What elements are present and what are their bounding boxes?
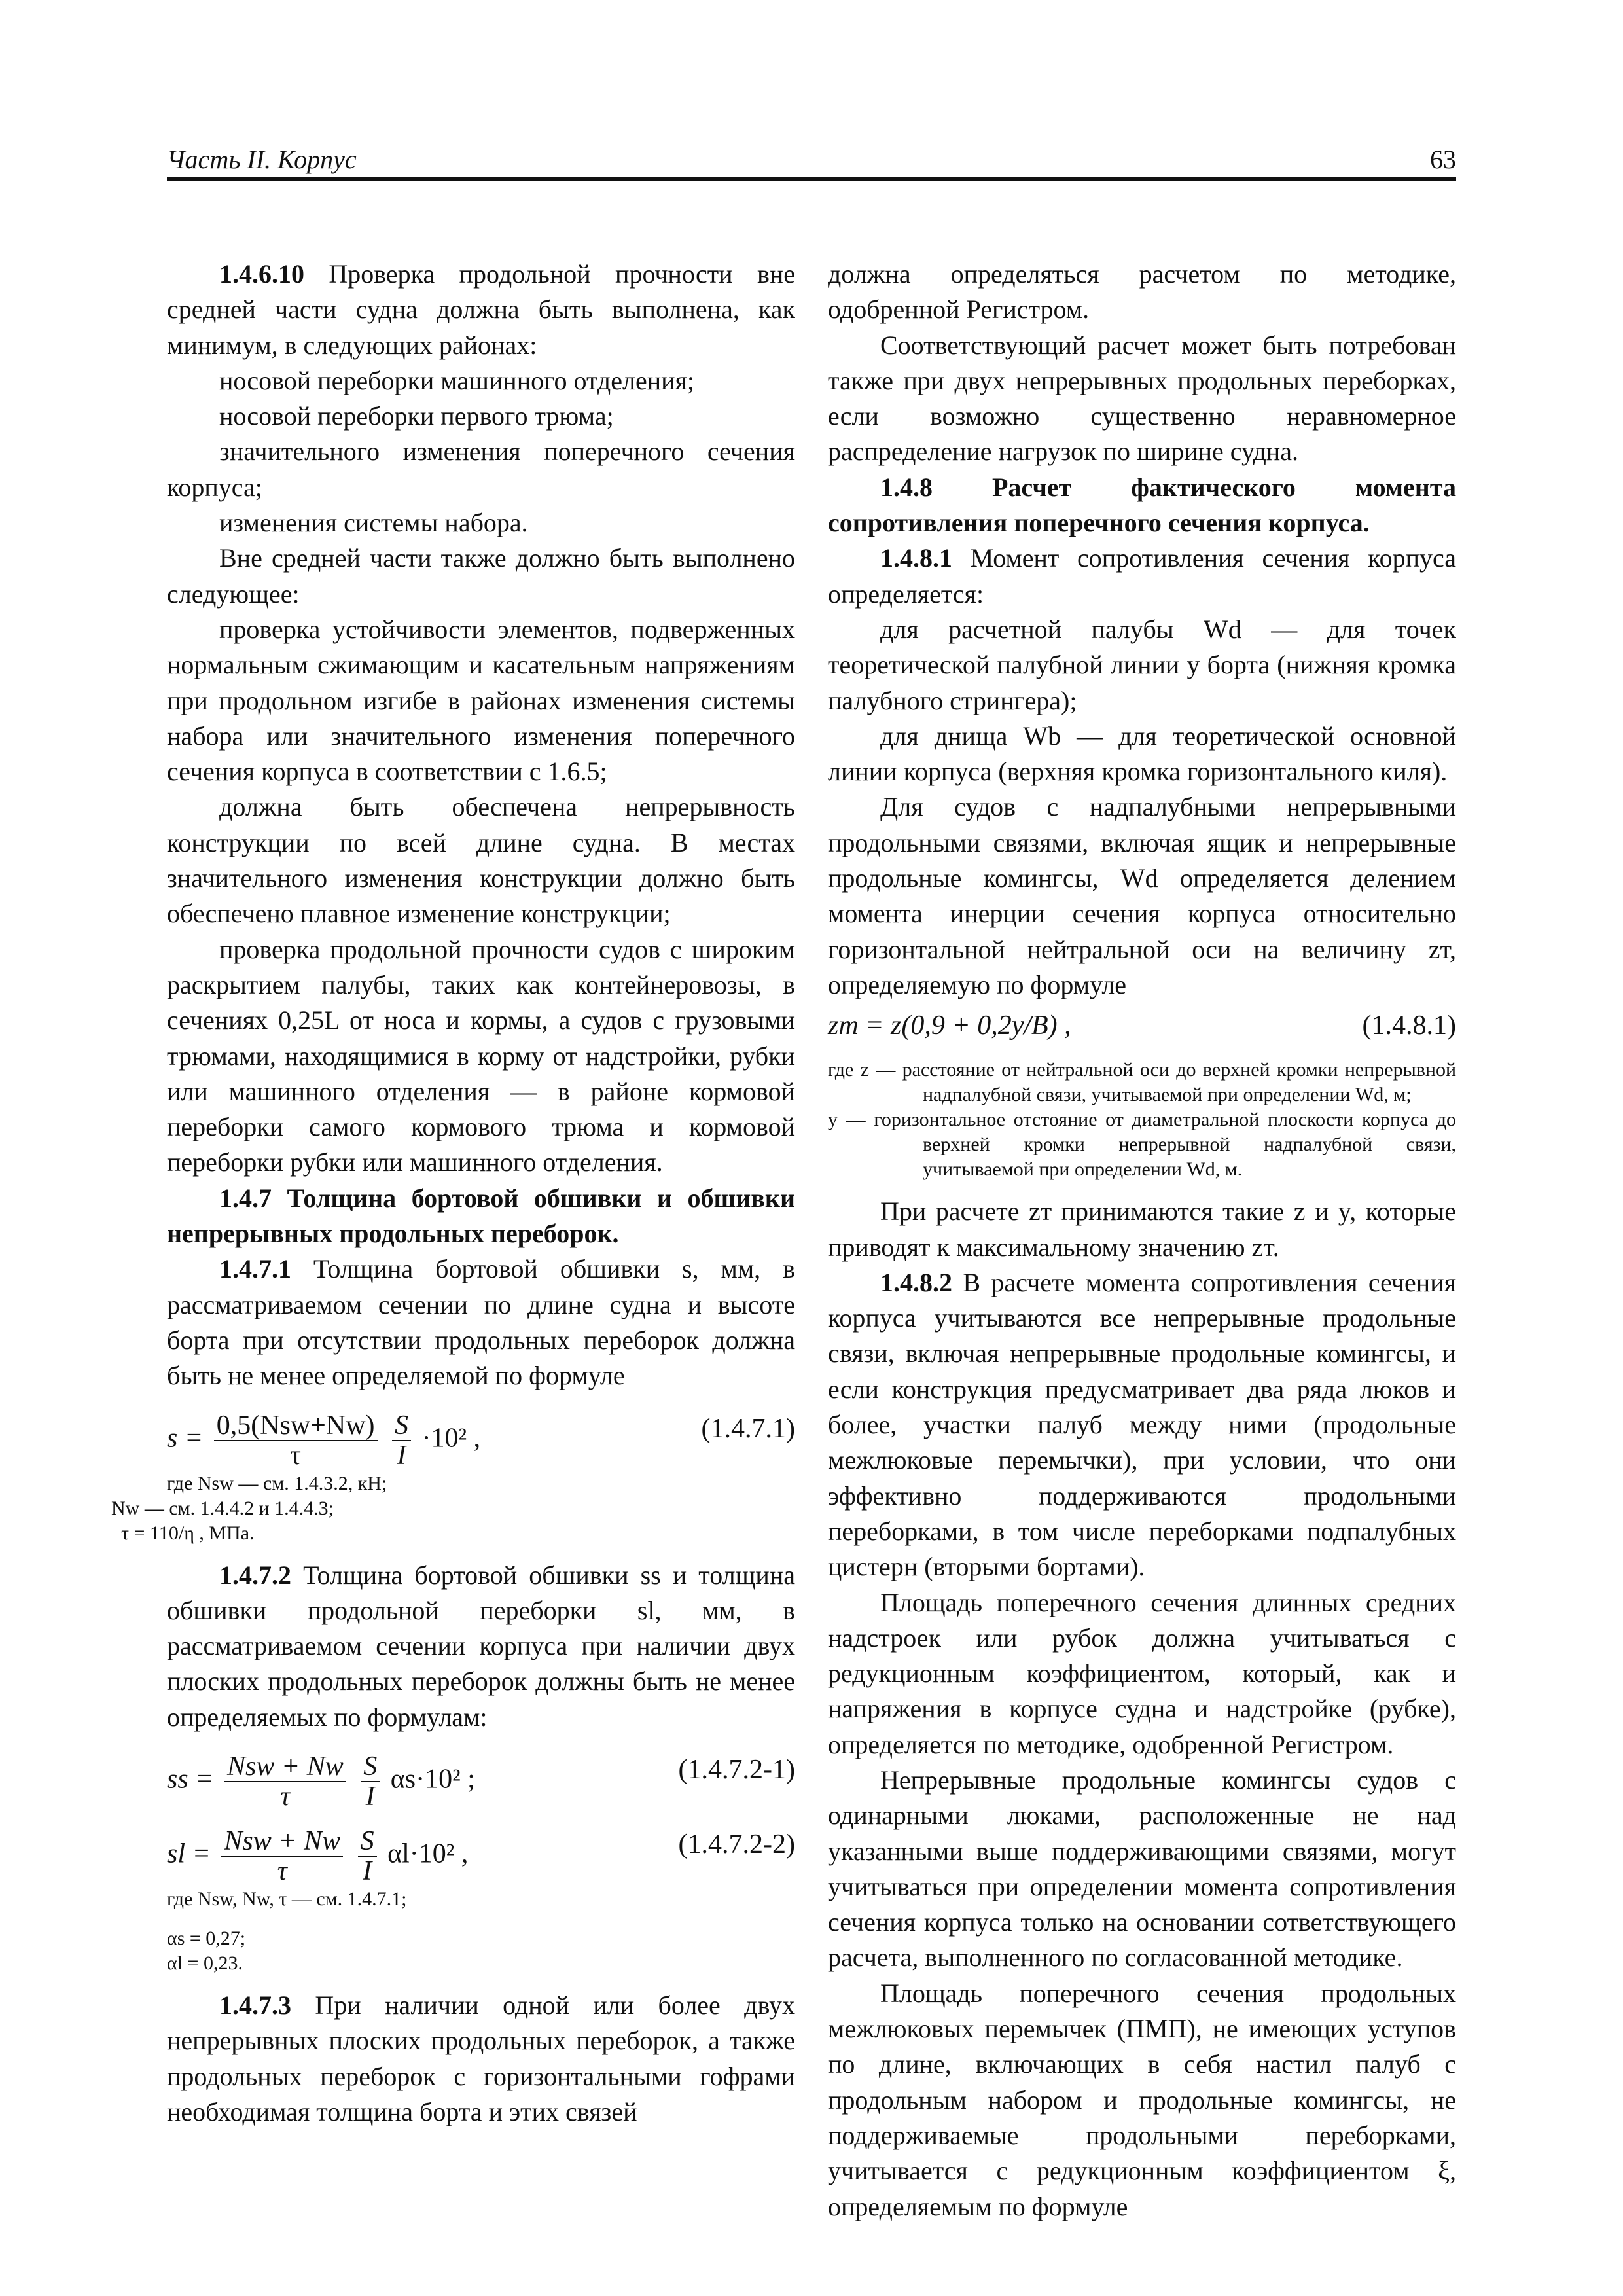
formula-legend: где Nsw, Nw, τ — см. 1.4.7.1; αs = 0,27; αl = 0,23.	[167, 1888, 407, 1974]
clause-number: 1.4.7.3	[219, 1990, 291, 2020]
section-heading: 1.4.8 Расчет фактического момента сопротивления поперечного сечения корпуса.	[828, 472, 1456, 538]
paragraph: Вне средней части также должно быть выполнено следующее:	[167, 543, 795, 609]
paragraph: должна быть обеспечена непрерывность конструкции по всей длине судна. В местах значительного изменения конструкции должно быть обеспечено плавное изменение конструкции;	[167, 792, 795, 929]
formula-tail: αs·10² ;	[390, 1764, 475, 1795]
paragraph: 1.4.8.2 В расчете момента сопротивления сечения корпуса учитываются все непрерывные продольные связи, включая непрерывные продольные комингсы, и если конструкция предусматривает два ряда люков и более, участки палуб между ними (продольные межлюковые перемычки), при условии, что они эффективно поддерживаются продольными переборками, в том числе переборками подпалубных цистерн (вторыми бортами).	[828, 1267, 1456, 1582]
formula-1-4-7-1	[167, 1398, 795, 1469]
paragraph: носовой переборки первого трюма;	[219, 401, 614, 431]
paragraph: носовой переборки машинного отделения;	[219, 365, 695, 395]
formula-1-4-7-2-2	[167, 1814, 795, 1884]
paragraph: для расчетной палубы Wd — для точек теоретической палубной линии у борта (нижняя кромка палубного стрингера);	[828, 614, 1456, 715]
formula-label: (1.4.7.1)	[701, 1413, 795, 1444]
paragraph: 1.4.7.1 Толщина бортовой обшивки s, мм, в рассматриваемом сечении по длине судна и высоте борта при отсутствии продольных переборок должна быть не менее определяемой по формуле	[167, 1254, 795, 1391]
paragraph: 1.4.6.10 Проверка продольной прочности вне средней части судна должна быть выполнена, как минимум, в следующих районах:	[167, 259, 795, 360]
paragraph: проверка продольной прочности судов с широким раскрытием палубы, таких как контейнеровозы, в сечениях 0,25L от носа и кормы, а судов с грузовыми трюмами, находящимися в корму от надстройки, рубки или машинного отделения — в районе кормовой переборки самого кормового трюма и кормовой переборки рубки или машинного отделения.	[167, 934, 795, 1177]
paragraph: значительного изменения поперечного сечения корпуса;	[167, 437, 795, 502]
paragraph: 1.4.7.3 При наличии одной или более двух непрерывных плоских продольных переборок, а также продольных переборок с горизонтальными гофрами необходимая толщина борта и этих связей	[167, 1990, 795, 2126]
clause-number: 1.4.7.2	[219, 1560, 291, 1590]
page-header	[167, 137, 1456, 181]
formula-legend: где Nsw — см. 1.4.3.2, кН; Nw — см. 1.4.4.2 и 1.4.4.3; τ = 110/η , МПа.	[111, 1472, 387, 1544]
paragraph: 1.4.8.1 Момент сопротивления сечения корпуса определяется:	[828, 543, 1456, 609]
clause-number: 1.4.8.1	[880, 543, 952, 573]
formula-label: (1.4.7.2-1)	[678, 1754, 795, 1785]
running-title: Часть II. Корпус	[167, 145, 357, 174]
paragraph: изменения системы набора.	[219, 508, 528, 538]
formula-lhs: sl =	[167, 1839, 211, 1869]
paragraph: Площадь поперечного сечения продольных межлюковых перемычек (ПМП), не имеющих уступов по длине, включающих в себя настил палуб с продольным набором и продольные комингсы, не поддерживаемые продольными переборками, учитывается с редукционным коэффициентом ξ, определяемым по формуле	[828, 1978, 1456, 2221]
formula-lhs: s =	[167, 1423, 204, 1454]
clause-number: 1.4.7.1	[219, 1254, 291, 1284]
formula-1-4-7-2-1	[167, 1739, 795, 1810]
formula-legend: где z — расстояние от нейтральной оси до верхней кромки непрерывной надпалубной связи, учитываемой при определении Wd, м; y — горизонтальное отстояние от диаметральной плоскости корпуса до верхней кромки непрерывной надпалубной связи, учитываемой при определении Wd, м.	[828, 1059, 1456, 1181]
section-heading: 1.4.7 Толщина бортовой обшивки и обшивки непрерывных продольных переборок.	[167, 1183, 795, 1249]
formula-1-4-8-1	[828, 1007, 1456, 1047]
paragraph: При расчете zт принимаются такие z и y, которые приводят к максимальному значению zт.	[828, 1196, 1456, 1262]
left-column	[111, 257, 795, 2130]
paragraph: должна определяться расчетом по методике, одобренной Регистром.	[828, 259, 1456, 325]
formula-lhs: ss =	[167, 1764, 214, 1795]
fraction: $\frac{S}{I}$	[358, 1827, 377, 1886]
formula-tail: ·10² ,	[421, 1423, 481, 1454]
paragraph: 1.4.7.2 Толщина бортовой обшивки ss и толщина обшивки продольной переборки sl, мм, в рассматриваемом сечении корпуса при наличии двух плоских продольных переборок должны быть не менее определяемых по формулам:	[167, 1560, 795, 1732]
clause-number: 1.4.8.2	[880, 1267, 952, 1297]
fraction: $\frac{S}{I}$	[392, 1411, 411, 1470]
formula-body: zт = z(0,9 + 0,2y/B) ,	[828, 1011, 1071, 1041]
formula-label: (1.4.8.1)	[1362, 1011, 1456, 1041]
page-number: 63	[1430, 145, 1456, 174]
fraction: $\frac{S}{I}$	[361, 1752, 380, 1811]
paragraph: проверка устойчивости элементов, подверженных нормальным сжимающим и касательным напряжениям при продольном изгибе в районах изменения системы набора или значительного изменения поперечного сечения корпуса в соответствии с 1.6.5;	[167, 614, 795, 787]
fraction: $\frac{\text{Nsw + Nw}}{\tau}$	[224, 1752, 346, 1811]
fraction: $\frac{\text{0,5(Nsw+Nw)}}{\tau}$	[214, 1411, 378, 1470]
paragraph: Непрерывные продольные комингсы судов с одинарными люками, расположенные не над указанными выше поддерживающими связями, могут учитываться при определении момента сопротивления сечения корпуса только на основании сответствующего расчета, выполненного по согласованной методике.	[828, 1765, 1456, 1973]
paragraph: Соответствующий расчет может быть потребован также при двух непрерывных продольных переборках, если возможно существенно неравномерное распределение нагрузок по ширине судна.	[828, 330, 1456, 467]
right-column	[828, 257, 1456, 2225]
paragraph: Для судов с надпалубными непрерывными продольными связями, включая ящик и непрерывные продольные комингсы, Wd определяется делением момента инерции сечения корпуса относительно горизонтальной нейтральной оси на величину zт, определяемую по формуле	[828, 792, 1456, 999]
clause-number: 1.4.6.10	[219, 259, 304, 289]
paragraph: Площадь поперечного сечения длинных средних надстроек или рубок должна учитываться с редукционным коэффициентом, который, как и напряжения в корпусе судна и надстройке (рубке), определяется по методике, одобренной Регистром.	[828, 1587, 1456, 1759]
formula-label: (1.4.7.2-2)	[678, 1829, 795, 1859]
formula-tail: αl·10² ,	[387, 1839, 469, 1869]
paragraph: для днища Wb — для теоретической основной линии корпуса (верхняя кромка горизонтального киля).	[828, 721, 1456, 787]
fraction: $\frac{\text{Nsw + Nw}}{\tau}$	[221, 1827, 343, 1886]
